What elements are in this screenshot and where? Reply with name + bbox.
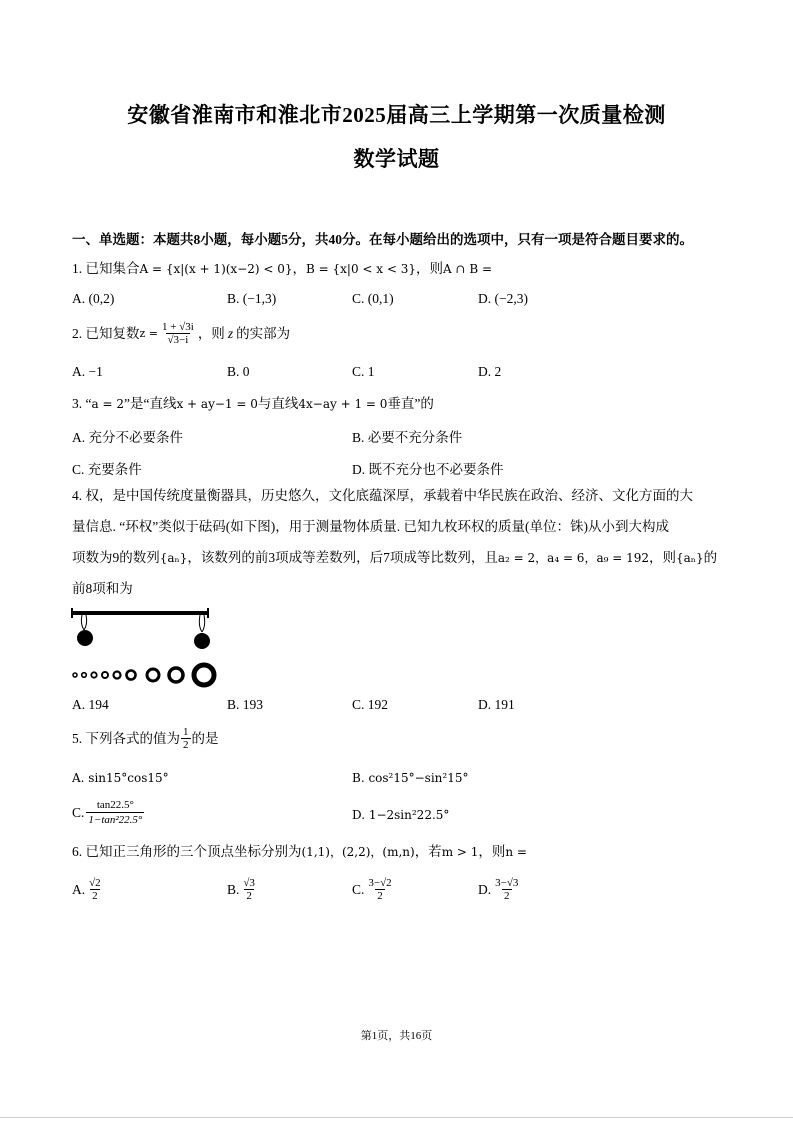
q5-numerator: 1 [183,726,189,738]
q5-prefix: 5. 下列各式的值为 [72,730,180,746]
q6-option-a-label: A. [72,881,86,897]
page-footer: 第1页，共16页 [360,1030,433,1042]
q1-suffix: ，则 [416,261,444,276]
q4-option-c: C. 192 [352,697,389,712]
q2-numerator: 1 + √3i [162,321,194,333]
q5-option-c-numerator: tan22.5° [96,799,134,811]
q3-cond: a = 2 [91,397,124,411]
q5-fraction [181,726,191,751]
q3-line-1: x + ay−1 = 0 [176,397,258,411]
q1-ask: A ∩ B = [443,262,493,276]
q5-option-c [72,798,146,827]
q5-denominator: 2 [183,739,189,751]
q4-option-a: A. 194 [72,697,109,712]
q6-option-c-fraction [366,877,393,902]
q6-option-b-fraction [241,877,257,902]
page-subtitle: 数学试题 [353,147,440,171]
q6-option-a-numerator: √2 [89,877,101,889]
q3-option-b: B. 必要不充分条件 [352,430,463,445]
q1-sep: ， [292,261,307,276]
q3-text-1: 3. “ [72,396,92,411]
ring-6 [127,671,136,680]
q5-option-d: D. 1−2sin²22.5° [352,808,450,822]
q2-option-c: C. 1 [352,364,375,379]
q1-option-d: D. (−2,3) [478,291,528,306]
q1-set-a: A = {x|(x + 1)(x−2) < 0} [139,262,293,276]
q6-option-a-denominator: 2 [92,890,98,902]
q6-mid: ，若 [414,844,442,859]
ring-4 [102,672,108,678]
q5-suffix: 的是 [191,730,219,746]
question-5 [72,726,219,751]
q6-option-d [478,877,522,902]
q3-option-d: D. 既不充分也不必要条件 [352,462,504,477]
q6-option-b [227,877,259,902]
q6-option-b-numerator: √3 [243,877,255,889]
q3-line-2: 4x−ay + 1 = 0 [298,397,388,411]
section-heading: 一、单选题：本题共8小题，每小题5分，共40分。在每小题给出的选项中，只有一项是符合题目要求的。 [72,232,693,247]
q2-option-b: B. 0 [227,364,250,379]
q1-option-c: C. (0,1) [352,291,394,306]
q4-option-b: B. 193 [227,697,264,712]
q6-option-b-denominator: 2 [246,890,252,902]
q3-option-a: A. 充分不必要条件 [72,430,183,445]
ring-8 [169,668,183,682]
q1-set-b: B = {x|0 < x < 3} [306,262,417,276]
q4-line-3a: 项数为9的数列 [72,550,160,565]
q2-prefix: 2. 已知复数 [72,325,140,341]
right-hanging-string [199,615,204,632]
q4-line-3c: ，则 [649,550,676,565]
ring-5 [114,672,121,679]
q6-option-d-fraction [493,877,520,902]
q1-option-b: B. (−1,3) [227,291,277,306]
ring-1 [73,673,77,677]
q6-option-a [72,877,105,902]
ring-2 [82,673,87,678]
q2-var: z [227,325,234,341]
q6-option-c-label: C. [352,881,365,897]
question-1 [72,260,492,278]
q5-option-c-denominator: 1−tan²22.5° [88,814,143,826]
q4-line-2: 量信息. “环权”类似于砝码(如下图)，用于测量物体质量. 已知九枚环权的质量(单位：铢)从小到大构成 [72,519,669,534]
q6-option-d-denominator: 2 [504,890,510,902]
q5-option-c-fraction [86,798,144,827]
q2-fraction [160,321,196,346]
q4-seq: {aₙ} [159,551,188,565]
q5-option-a: A. sin15°cos15° [72,771,169,785]
q6-option-d-numerator: 3−√3 [495,877,519,889]
q4-line-1: 4. 权，是中国传统度量衡器具，历史悠久，文化底蕴深厚，承载着中华民族在政治、经济、文化方面的大 [72,488,693,503]
q2-suffix: ，则 [197,325,225,341]
q4-seq-2: {aₙ} [676,551,704,565]
q6-ask: n = [505,845,527,859]
q3-text-3: 与直线 [257,396,299,411]
q6-option-c [352,877,396,902]
ring-weights-figure [68,606,228,692]
ring-7 [147,669,159,681]
q2-z: z = [139,326,159,340]
q5-option-b: B. cos²15°−sin²15° [352,771,469,785]
ring-3 [91,672,96,677]
left-hanging-string [81,615,86,630]
q6-option-a-fraction [87,877,103,902]
question-6 [72,843,527,861]
q4-line-3d: 的 [703,550,718,565]
q6-option-d-label: D. [478,881,492,897]
q2-tail: 的实部为 [236,325,291,341]
q1-prefix: 1. 已知集合 [72,261,140,276]
right-hanging-weight [194,633,210,649]
q6-prefix: 6. 已知正三角形的三个顶点坐标分别为 [72,844,302,859]
q6-option-b-label: B. [227,881,240,897]
q4-line-4: 前8项和为 [72,581,133,596]
q6-option-c-denominator: 2 [377,890,383,902]
q1-option-a: A. (0,2) [72,291,115,306]
q3-option-c: C. 充要条件 [72,462,142,477]
q2-option-a: A. −1 [72,364,103,379]
page-title: 安徽省淮南市和淮北市2025届高三上学期第一次质量检测 [127,103,666,127]
left-hanging-weight [77,630,93,646]
q6-points: (1,1)，(2,2)，(m,n) [301,845,415,859]
ring-9 [194,665,214,685]
q3-text-4: 垂直”的 [387,396,434,411]
q5-option-c-label: C. [72,804,85,820]
question-3 [72,395,434,413]
q4-line-3 [72,549,717,567]
q4-cond: a₂ = 2，a₄ = 6，a₉ = 192 [497,551,649,565]
q6-tail: ，则 [478,844,506,859]
q6-option-c-numerator: 3−√2 [368,877,392,889]
q2-option-d: D. 2 [478,364,502,379]
question-2 [72,321,290,346]
q4-line-3b: ，该数列的前3项成等差数列，后7项成等比数列，且 [187,550,498,565]
q2-denominator: √3−i [167,334,189,346]
q4-option-d: D. 191 [478,697,515,712]
page-bottom-border [0,1117,793,1118]
q6-cond: m > 1 [441,845,479,859]
q3-text-2: ”是“直线 [123,396,177,411]
